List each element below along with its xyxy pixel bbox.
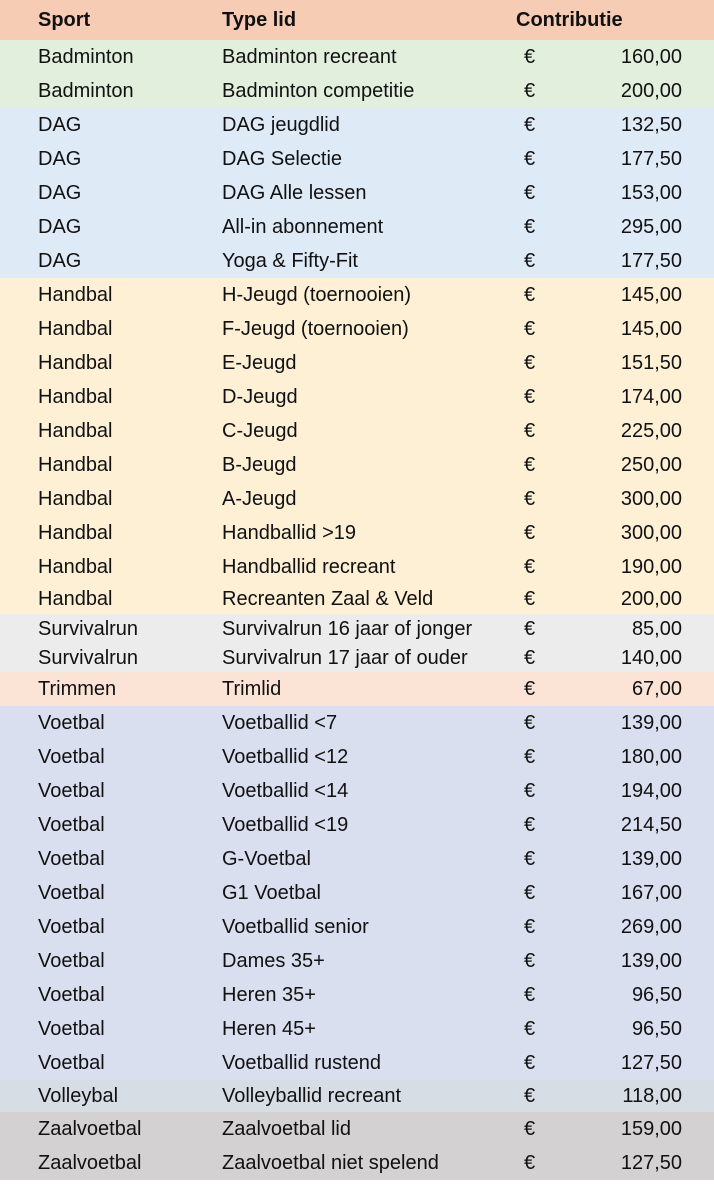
cell-amount: 177,50 bbox=[620, 147, 682, 170]
cell-type-lid: B-Jeugd bbox=[222, 453, 297, 476]
table-row bbox=[0, 614, 714, 644]
cell-amount: 96,50 bbox=[631, 1017, 682, 1040]
cell-currency: € bbox=[524, 45, 536, 68]
table-header bbox=[0, 0, 714, 40]
cell-currency: € bbox=[524, 181, 536, 204]
table-row bbox=[0, 414, 714, 448]
cell-sport: DAG bbox=[38, 181, 82, 204]
cell-currency: € bbox=[524, 745, 536, 768]
cell-sport: Voetbal bbox=[38, 847, 105, 870]
header-contributie: Contributie bbox=[516, 8, 623, 31]
cell-sport: Voetbal bbox=[38, 1051, 105, 1074]
cell-sport: Trimmen bbox=[38, 677, 117, 700]
cell-currency: € bbox=[524, 646, 536, 669]
table-row bbox=[0, 842, 714, 876]
cell-type-lid: Yoga & Fifty-Fit bbox=[222, 249, 358, 272]
cell-type-lid: H-Jeugd (toernooien) bbox=[222, 283, 411, 306]
table-row bbox=[0, 176, 714, 210]
cell-amount: 151,50 bbox=[620, 351, 682, 374]
table-row bbox=[0, 584, 714, 614]
cell-amount: 139,00 bbox=[620, 847, 682, 870]
cell-currency: € bbox=[524, 147, 536, 170]
cell-currency: € bbox=[524, 1084, 536, 1107]
cell-type-lid: E-Jeugd bbox=[222, 351, 297, 374]
cell-sport: Badminton bbox=[38, 45, 134, 68]
cell-amount: 167,00 bbox=[620, 881, 682, 904]
cell-type-lid: All-in abonnement bbox=[222, 215, 384, 238]
cell-currency: € bbox=[524, 617, 536, 640]
cell-sport: Handbal bbox=[38, 419, 113, 442]
cell-currency: € bbox=[524, 587, 536, 610]
cell-type-lid: Voetballid <12 bbox=[222, 745, 349, 768]
table-row bbox=[0, 978, 714, 1012]
cell-currency: € bbox=[524, 453, 536, 476]
cell-amount: 300,00 bbox=[620, 521, 682, 544]
cell-type-lid: Voetballid rustend bbox=[222, 1051, 382, 1074]
cell-sport: Handbal bbox=[38, 351, 113, 374]
cell-sport: Survivalrun bbox=[38, 646, 139, 669]
table-row bbox=[0, 74, 714, 108]
cell-type-lid: Heren 35+ bbox=[222, 983, 316, 1006]
table-row bbox=[0, 278, 714, 312]
table-row bbox=[0, 910, 714, 944]
cell-type-lid: Handballid >19 bbox=[222, 521, 356, 544]
cell-type-lid: Badminton competitie bbox=[222, 79, 415, 102]
cell-sport: Voetbal bbox=[38, 1017, 105, 1040]
cell-amount: 269,00 bbox=[620, 915, 682, 938]
cell-currency: € bbox=[524, 1051, 536, 1074]
cell-currency: € bbox=[524, 881, 536, 904]
cell-amount: 250,00 bbox=[620, 453, 682, 476]
cell-sport: Handbal bbox=[38, 283, 113, 306]
cell-currency: € bbox=[524, 215, 536, 238]
header-type-lid: Type lid bbox=[222, 8, 297, 31]
cell-currency: € bbox=[524, 779, 536, 802]
table-row bbox=[0, 740, 714, 774]
cell-sport: Voetbal bbox=[38, 711, 105, 734]
cell-amount: 145,00 bbox=[620, 317, 682, 340]
cell-amount: 139,00 bbox=[620, 949, 682, 972]
table-row bbox=[0, 142, 714, 176]
cell-sport: Voetbal bbox=[38, 779, 105, 802]
cell-type-lid: Trimlid bbox=[222, 677, 282, 700]
cell-type-lid: G-Voetbal bbox=[222, 847, 311, 870]
cell-amount: 145,00 bbox=[620, 283, 682, 306]
cell-type-lid: Heren 45+ bbox=[222, 1017, 316, 1040]
cell-amount: 180,00 bbox=[620, 745, 682, 768]
table-row bbox=[0, 706, 714, 740]
cell-currency: € bbox=[524, 487, 536, 510]
table-row bbox=[0, 876, 714, 910]
cell-type-lid: Zaalvoetbal lid bbox=[222, 1117, 351, 1140]
table-row bbox=[0, 944, 714, 978]
cell-type-lid: Zaalvoetbal niet spelend bbox=[222, 1151, 439, 1174]
cell-currency: € bbox=[524, 1151, 536, 1174]
cell-currency: € bbox=[524, 949, 536, 972]
cell-sport: Survivalrun bbox=[38, 617, 139, 640]
cell-sport: Voetbal bbox=[38, 813, 105, 836]
cell-sport: DAG bbox=[38, 249, 82, 272]
cell-currency: € bbox=[524, 677, 536, 700]
table-row bbox=[0, 672, 714, 706]
cell-amount: 96,50 bbox=[631, 983, 682, 1006]
cell-amount: 127,50 bbox=[620, 1051, 682, 1074]
cell-sport: DAG bbox=[38, 215, 82, 238]
cell-currency: € bbox=[524, 711, 536, 734]
cell-amount: 139,00 bbox=[620, 711, 682, 734]
cell-type-lid: DAG Selectie bbox=[222, 147, 343, 170]
cell-currency: € bbox=[524, 1117, 536, 1140]
cell-sport: Voetbal bbox=[38, 881, 105, 904]
cell-currency: € bbox=[524, 351, 536, 374]
cell-currency: € bbox=[524, 79, 536, 102]
cell-type-lid: Survivalrun 16 jaar of jonger bbox=[222, 617, 473, 640]
table-row bbox=[0, 380, 714, 414]
header-sport: Sport bbox=[38, 8, 91, 31]
cell-currency: € bbox=[524, 1017, 536, 1040]
cell-sport: Zaalvoetbal bbox=[38, 1151, 142, 1174]
cell-currency: € bbox=[524, 419, 536, 442]
cell-sport: DAG bbox=[38, 113, 82, 136]
cell-amount: 214,50 bbox=[620, 813, 682, 836]
cell-type-lid: Volleyballid recreant bbox=[222, 1084, 401, 1107]
table-row bbox=[0, 346, 714, 380]
table-row bbox=[0, 1080, 714, 1112]
table-row bbox=[0, 808, 714, 842]
table-row bbox=[0, 644, 714, 672]
cell-amount: 127,50 bbox=[620, 1151, 682, 1174]
cell-sport: Voetbal bbox=[38, 745, 105, 768]
table-row bbox=[0, 108, 714, 142]
cell-amount: 85,00 bbox=[631, 617, 682, 640]
cell-currency: € bbox=[524, 283, 536, 306]
table-row bbox=[0, 550, 714, 584]
cell-type-lid: Recreanten Zaal & Veld bbox=[222, 587, 434, 610]
cell-type-lid: Voetballid <7 bbox=[222, 711, 338, 734]
cell-currency: € bbox=[524, 555, 536, 578]
cell-type-lid: Badminton recreant bbox=[222, 45, 397, 68]
cell-amount: 153,00 bbox=[620, 181, 682, 204]
cell-currency: € bbox=[524, 915, 536, 938]
table-body bbox=[0, 40, 714, 1180]
cell-type-lid: F-Jeugd (toernooien) bbox=[222, 317, 409, 340]
cell-amount: 194,00 bbox=[620, 779, 682, 802]
table-row bbox=[0, 1146, 714, 1180]
cell-currency: € bbox=[524, 385, 536, 408]
table-row bbox=[0, 312, 714, 346]
cell-type-lid: DAG Alle lessen bbox=[222, 181, 367, 204]
cell-sport: Zaalvoetbal bbox=[38, 1117, 142, 1140]
cell-amount: 200,00 bbox=[620, 79, 682, 102]
cell-amount: 225,00 bbox=[620, 419, 682, 442]
cell-amount: 140,00 bbox=[620, 646, 682, 669]
cell-type-lid: Survivalrun 17 jaar of ouder bbox=[222, 646, 468, 669]
cell-sport: Badminton bbox=[38, 79, 134, 102]
table-row bbox=[0, 40, 714, 74]
cell-sport: Volleybal bbox=[38, 1084, 119, 1107]
table-row bbox=[0, 448, 714, 482]
cell-amount: 300,00 bbox=[620, 487, 682, 510]
cell-type-lid: Handballid recreant bbox=[222, 555, 396, 578]
cell-type-lid: Voetballid <19 bbox=[222, 813, 349, 836]
table-row bbox=[0, 1112, 714, 1146]
cell-amount: 118,00 bbox=[622, 1084, 682, 1107]
cell-amount: 295,00 bbox=[620, 215, 682, 238]
table-row bbox=[0, 1012, 714, 1046]
cell-amount: 159,00 bbox=[620, 1117, 682, 1140]
cell-sport: DAG bbox=[38, 147, 82, 170]
table-row bbox=[0, 210, 714, 244]
table-row bbox=[0, 482, 714, 516]
cell-sport: Handbal bbox=[38, 317, 113, 340]
cell-amount: 200,00 bbox=[620, 587, 682, 610]
cell-amount: 67,00 bbox=[631, 677, 682, 700]
cell-sport: Handbal bbox=[38, 487, 113, 510]
cell-sport: Handbal bbox=[38, 555, 113, 578]
cell-currency: € bbox=[524, 847, 536, 870]
cell-type-lid: C-Jeugd bbox=[222, 419, 298, 442]
cell-sport: Handbal bbox=[38, 453, 113, 476]
cell-type-lid: Voetballid <14 bbox=[222, 779, 349, 802]
cell-currency: € bbox=[524, 113, 536, 136]
cell-type-lid: D-Jeugd bbox=[222, 385, 298, 408]
cell-currency: € bbox=[524, 317, 536, 340]
cell-currency: € bbox=[524, 521, 536, 544]
cell-type-lid: G1 Voetbal bbox=[222, 881, 321, 904]
cell-currency: € bbox=[524, 983, 536, 1006]
cell-amount: 132,50 bbox=[620, 113, 682, 136]
cell-amount: 160,00 bbox=[620, 45, 682, 68]
cell-sport: Handbal bbox=[38, 385, 113, 408]
cell-currency: € bbox=[524, 813, 536, 836]
cell-type-lid: Voetballid senior bbox=[222, 915, 369, 938]
cell-amount: 190,00 bbox=[620, 555, 682, 578]
cell-sport: Voetbal bbox=[38, 915, 105, 938]
table-row bbox=[0, 516, 714, 550]
cell-sport: Voetbal bbox=[38, 949, 105, 972]
cell-sport: Voetbal bbox=[38, 983, 105, 1006]
table-row bbox=[0, 1046, 714, 1080]
cell-type-lid: A-Jeugd bbox=[222, 487, 297, 510]
cell-type-lid: DAG jeugdlid bbox=[222, 113, 340, 136]
table-row bbox=[0, 244, 714, 278]
cell-amount: 174,00 bbox=[620, 385, 682, 408]
cell-amount: 177,50 bbox=[620, 249, 682, 272]
cell-sport: Handbal bbox=[38, 521, 113, 544]
cell-currency: € bbox=[524, 249, 536, 272]
table-row bbox=[0, 774, 714, 808]
cell-type-lid: Dames 35+ bbox=[222, 949, 325, 972]
cell-sport: Handbal bbox=[38, 587, 113, 610]
